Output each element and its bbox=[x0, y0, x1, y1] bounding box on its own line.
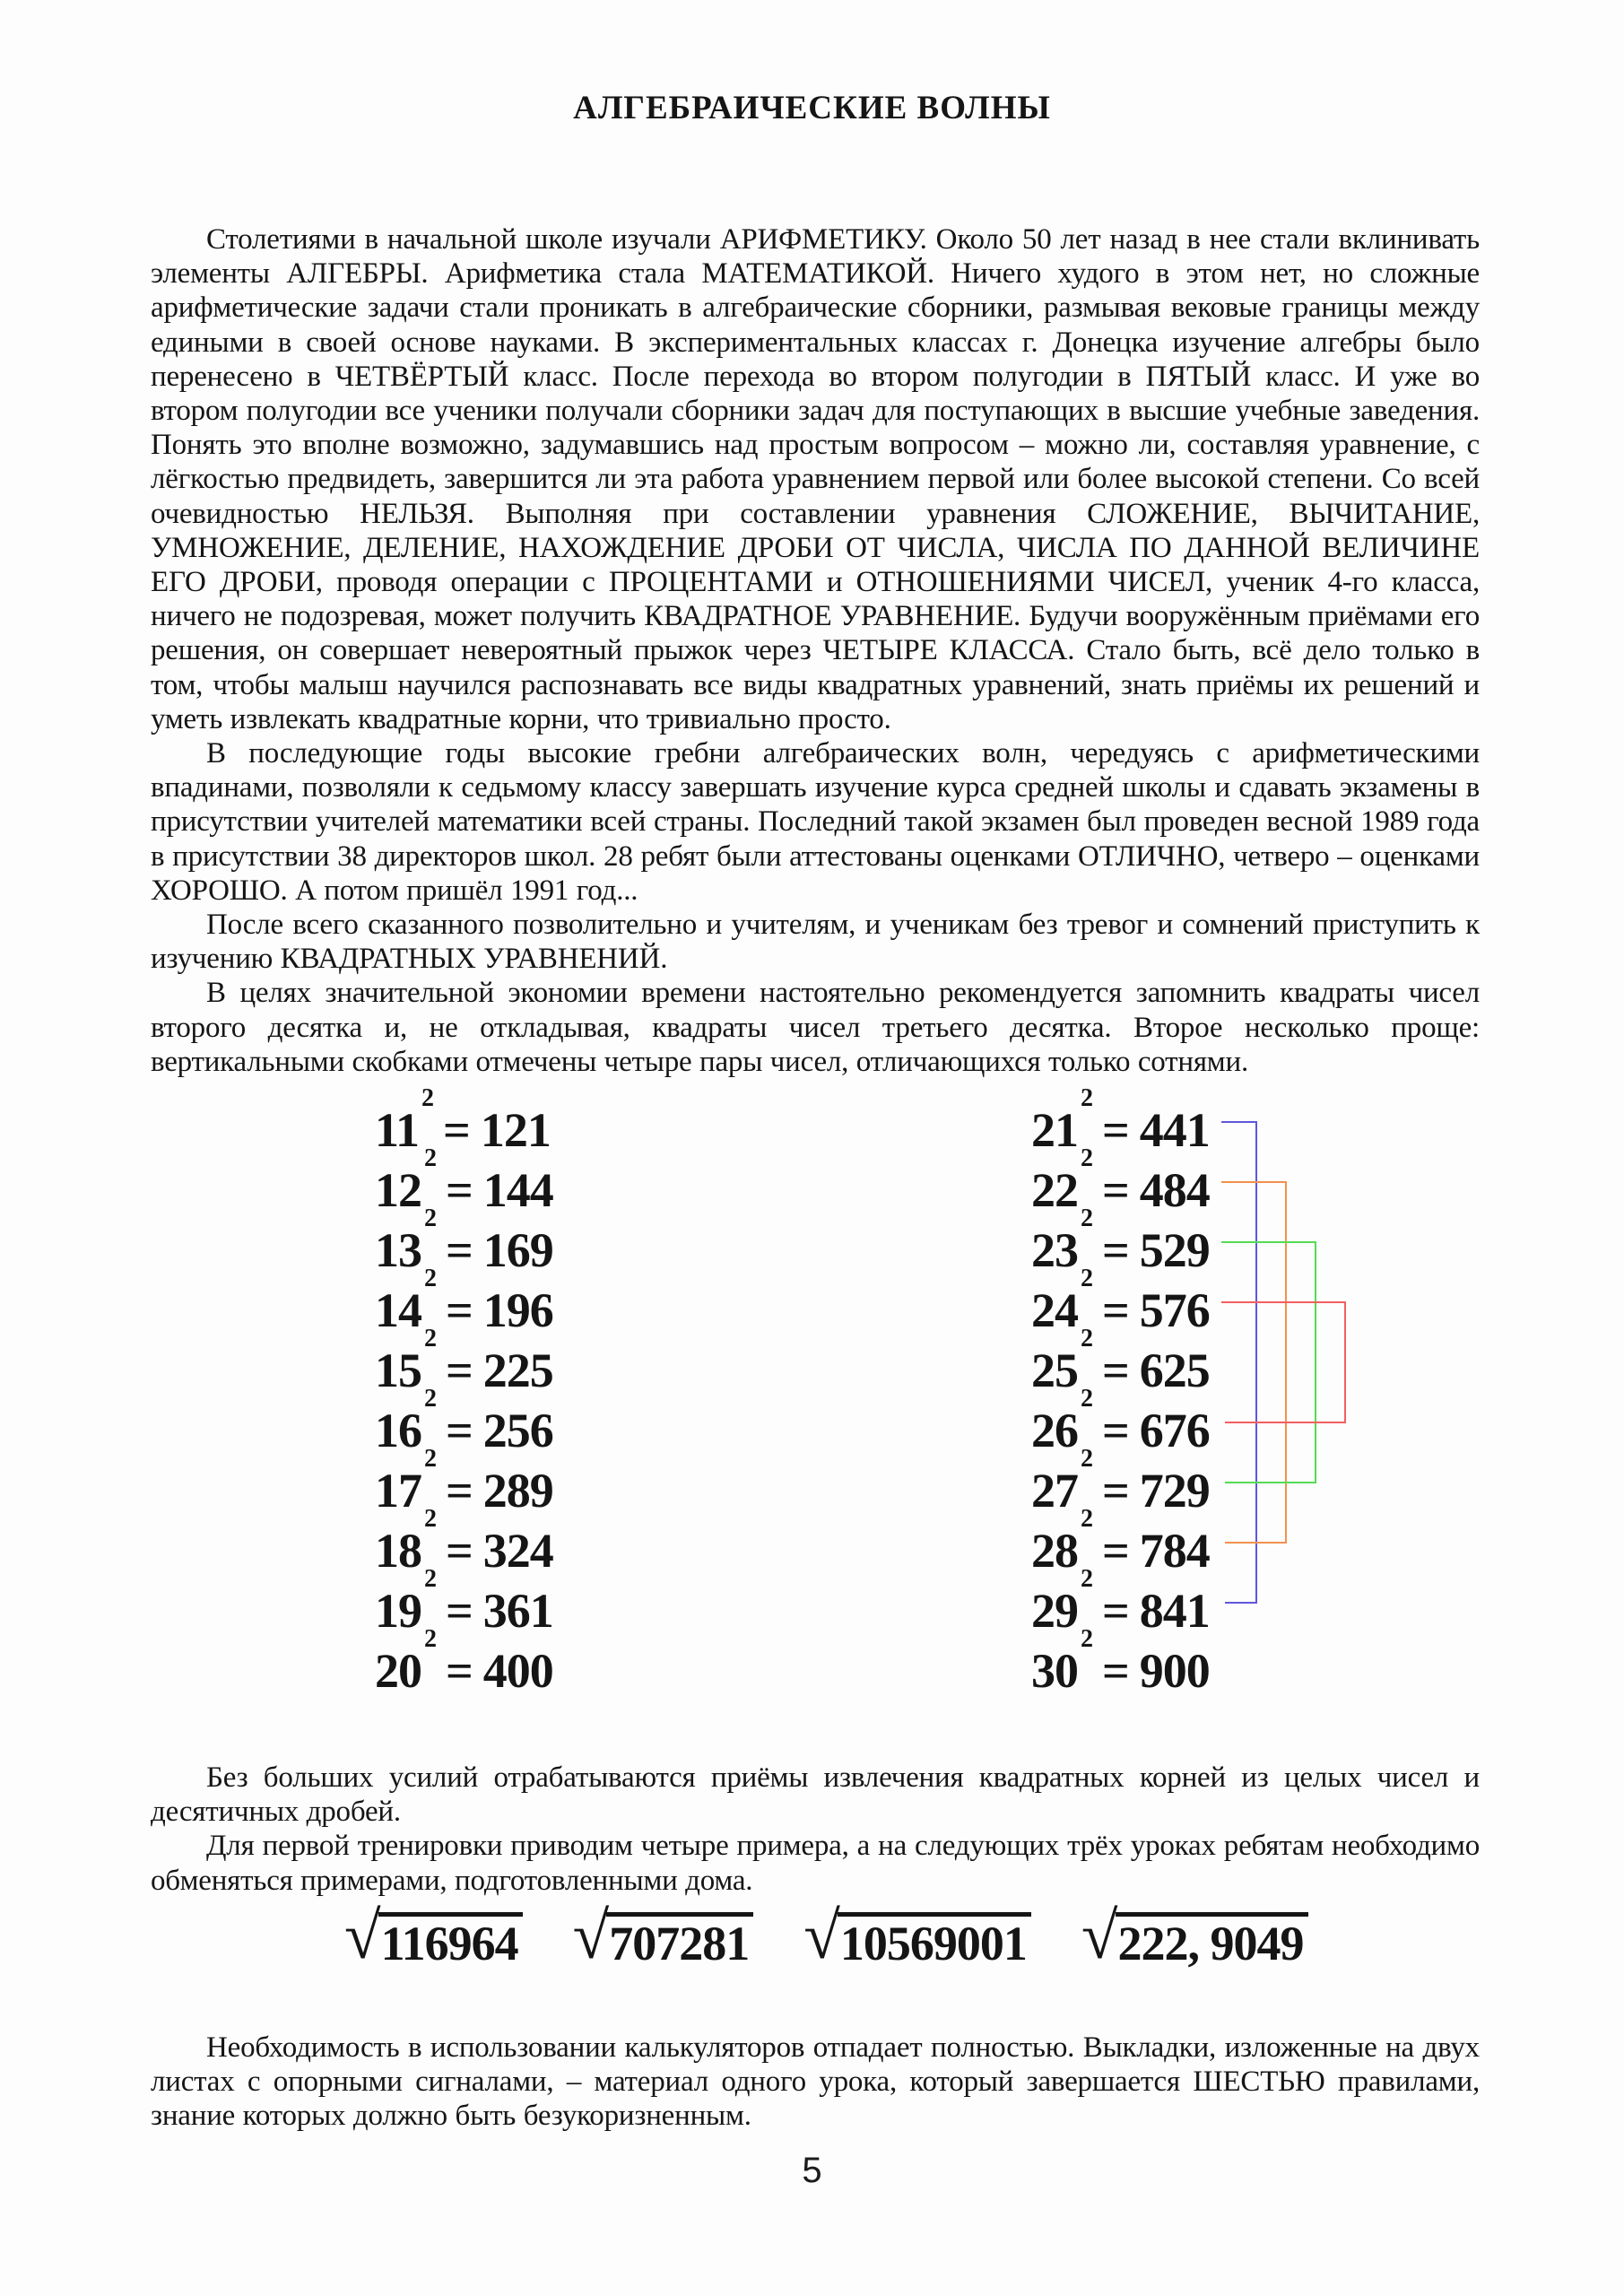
radical-sign-icon: √ bbox=[572, 1899, 610, 1973]
squares-table bbox=[151, 1084, 1480, 1699]
radicand: 116964 bbox=[378, 1912, 523, 1970]
radicand: 10569001 bbox=[838, 1912, 1031, 1970]
paragraph-roots-practice: Без больших усилий отрабатываются приёмы извлечения квадратных корней из целых чисел и десятичных дробей. bbox=[151, 1761, 1480, 1829]
square-equation: $26^2= 676$ bbox=[1031, 1385, 1210, 1458]
paragraph-exams: В последующие годы высокие гребни алгебраических волн, чередуясь с арифметическими впадинами, позволяли к седьмому классу завершать изучение курса средней школы и сдавать экзамены в присутствии учителей математики всей страны. Последний такой экзамен был проведен весной 1989 года в присутствии 38 директоров школ. 28 ребят были аттестованы оценками ОТЛИЧНО, четверо – оценками ХОРОШО. А потом пришёл 1991 год... bbox=[151, 737, 1480, 907]
square-equation: $19^2= 361$ bbox=[375, 1565, 553, 1639]
pair-brackets bbox=[1209, 1091, 1361, 1683]
squares-column-right bbox=[1031, 1084, 1210, 1699]
page-title: АЛГЕБРАИЧЕСКИЕ ВОЛНЫ bbox=[573, 90, 1051, 126]
paragraph-first-training: Для первой тренировки приводим четыре примера, а на следующих трёх уроках ребятам необходимо обменяться примерами, подготовленными дома. bbox=[151, 1830, 1480, 1897]
paragraph-memorize-squares: В целях значительной экономии времени настоятельно рекомендуется запомнить квадраты чисел второго десятка и, не откладывая, квадраты чисел третьего десятка. Второе несколько проще: вертикальными скобками отмечены четыре пары чисел, отличающихся только сотнями. bbox=[151, 977, 1480, 1078]
square-equation: $23^2= 529$ bbox=[1031, 1205, 1210, 1278]
square-equation: $27^2= 729$ bbox=[1031, 1445, 1210, 1518]
radical-sign-icon: √ bbox=[803, 1899, 840, 1973]
square-equation: $30^2= 900$ bbox=[1031, 1625, 1210, 1699]
radical-sign-icon: √ bbox=[344, 1899, 381, 1973]
pair-bracket-line bbox=[1221, 1122, 1256, 1603]
square-equation: $12^2= 144$ bbox=[375, 1144, 553, 1218]
square-equation: $17^2= 289$ bbox=[375, 1445, 553, 1518]
square-equation: $29^2= 841$ bbox=[1031, 1565, 1210, 1639]
square-equation: $13^2= 169$ bbox=[375, 1205, 553, 1278]
square-equation: $14^2= 196$ bbox=[375, 1265, 553, 1338]
square-equation: $11^2= 121$ bbox=[375, 1084, 551, 1158]
square-root-expression bbox=[344, 1899, 523, 1979]
page-number: 5 bbox=[802, 2151, 822, 2190]
square-root-expression bbox=[572, 1899, 754, 1979]
square-equation: $24^2= 576$ bbox=[1031, 1265, 1210, 1338]
paragraph-no-calculators: Необходимость в использовании калькуляторов отпадает полностью. Выкладки, изложенные на двух листах с опорными сигналами, – материал одного урока, который завершается ШЕСТЬЮ правилами, знание которых должно быть безукоризненным. bbox=[151, 2031, 1480, 2133]
square-equation: $22^2= 484$ bbox=[1031, 1144, 1210, 1218]
text-block bbox=[151, 222, 1480, 2134]
square-equation: $28^2= 784$ bbox=[1031, 1505, 1210, 1578]
square-equation: $20^2= 400$ bbox=[375, 1625, 553, 1699]
paragraph-history: Столетиями в начальной школе изучали АРИФМЕТИКУ. Около 50 лет назад в нее стали вклинивать элементы АЛГЕБРЫ. Арифметика стала МАТЕМАТИКОЙ. Ничего худого в этом нет, но сложные арифметические задачи стали проникать в алгебраические сборники, размывая вековые границы между едиными в своей основе науками. В экспериментальных классах г. Донецка изучение алгебры было перенесено в ЧЕТВЁРТЫЙ класс. После перехода во втором полугодии в ПЯТЫЙ класс. И уже во втором полугодии все ученики получали сборники задач для поступающих в высшие учебные заведения. Понять это вполне возможно, задумавшись над простым вопросом – можно ли, составляя уравнение, с лёгкостью предвидеть, завершится ли эта работа уравнением первой или более высокой степени. Со всей очевидностью НЕЛЬЗЯ. Выполняя при составлении уравнения СЛОЖЕНИЕ, ВЫЧИТАНИЕ, УМНОЖЕНИЕ, ДЕЛЕНИЕ, НАХОЖДЕНИЕ ДРОБИ ОТ ЧИСЛА, ЧИСЛА ПО ДАННОЙ ВЕЛИЧИНЕ ЕГО ДРОБИ, проводя операции с ПРОЦЕНТАМИ и ОТНОШЕНИЯМИ ЧИСЕЛ, ученик 4-го класса, ничего не подозревая, может получить КВАДРАТНОЕ УРАВНЕНИЕ. Будучи вооружённым приёмами его решения, он совершает невероятный прыжок через ЧЕТЫРЕ КЛАССА. Стало быть, всё дело только в том, чтобы малыш научился распознавать все виды квадратных уравнений, знать приёмы их решений и уметь извлекать квадратные корни, что тривиально просто. bbox=[151, 223, 1480, 735]
square-root-expression bbox=[803, 1899, 1031, 1979]
square-equation: $16^2= 256$ bbox=[375, 1385, 553, 1458]
radicand: 222, 9049 bbox=[1116, 1912, 1308, 1970]
pair-bracket-line bbox=[1221, 1242, 1316, 1483]
square-root-expression bbox=[1081, 1899, 1308, 1979]
square-root-examples bbox=[344, 1899, 1480, 1989]
pair-bracket-line bbox=[1221, 1182, 1286, 1543]
radical-sign-icon: √ bbox=[1081, 1899, 1118, 1973]
square-equation: $25^2= 625$ bbox=[1031, 1325, 1210, 1398]
pair-bracket-line bbox=[1221, 1302, 1345, 1422]
paragraph-quadratic-intro: После всего сказанного позволительно и учителям, и ученикам без тревог и сомнений приступить к изучению КВАДРАТНЫХ УРАВНЕНИЙ. bbox=[151, 909, 1480, 976]
square-equation: $21^2= 441$ bbox=[1031, 1084, 1210, 1158]
radicand: 707281 bbox=[606, 1912, 753, 1970]
square-equation: $18^2= 324$ bbox=[375, 1505, 553, 1578]
squares-column-left bbox=[375, 1084, 553, 1699]
square-equation: $15^2= 225$ bbox=[375, 1325, 553, 1398]
